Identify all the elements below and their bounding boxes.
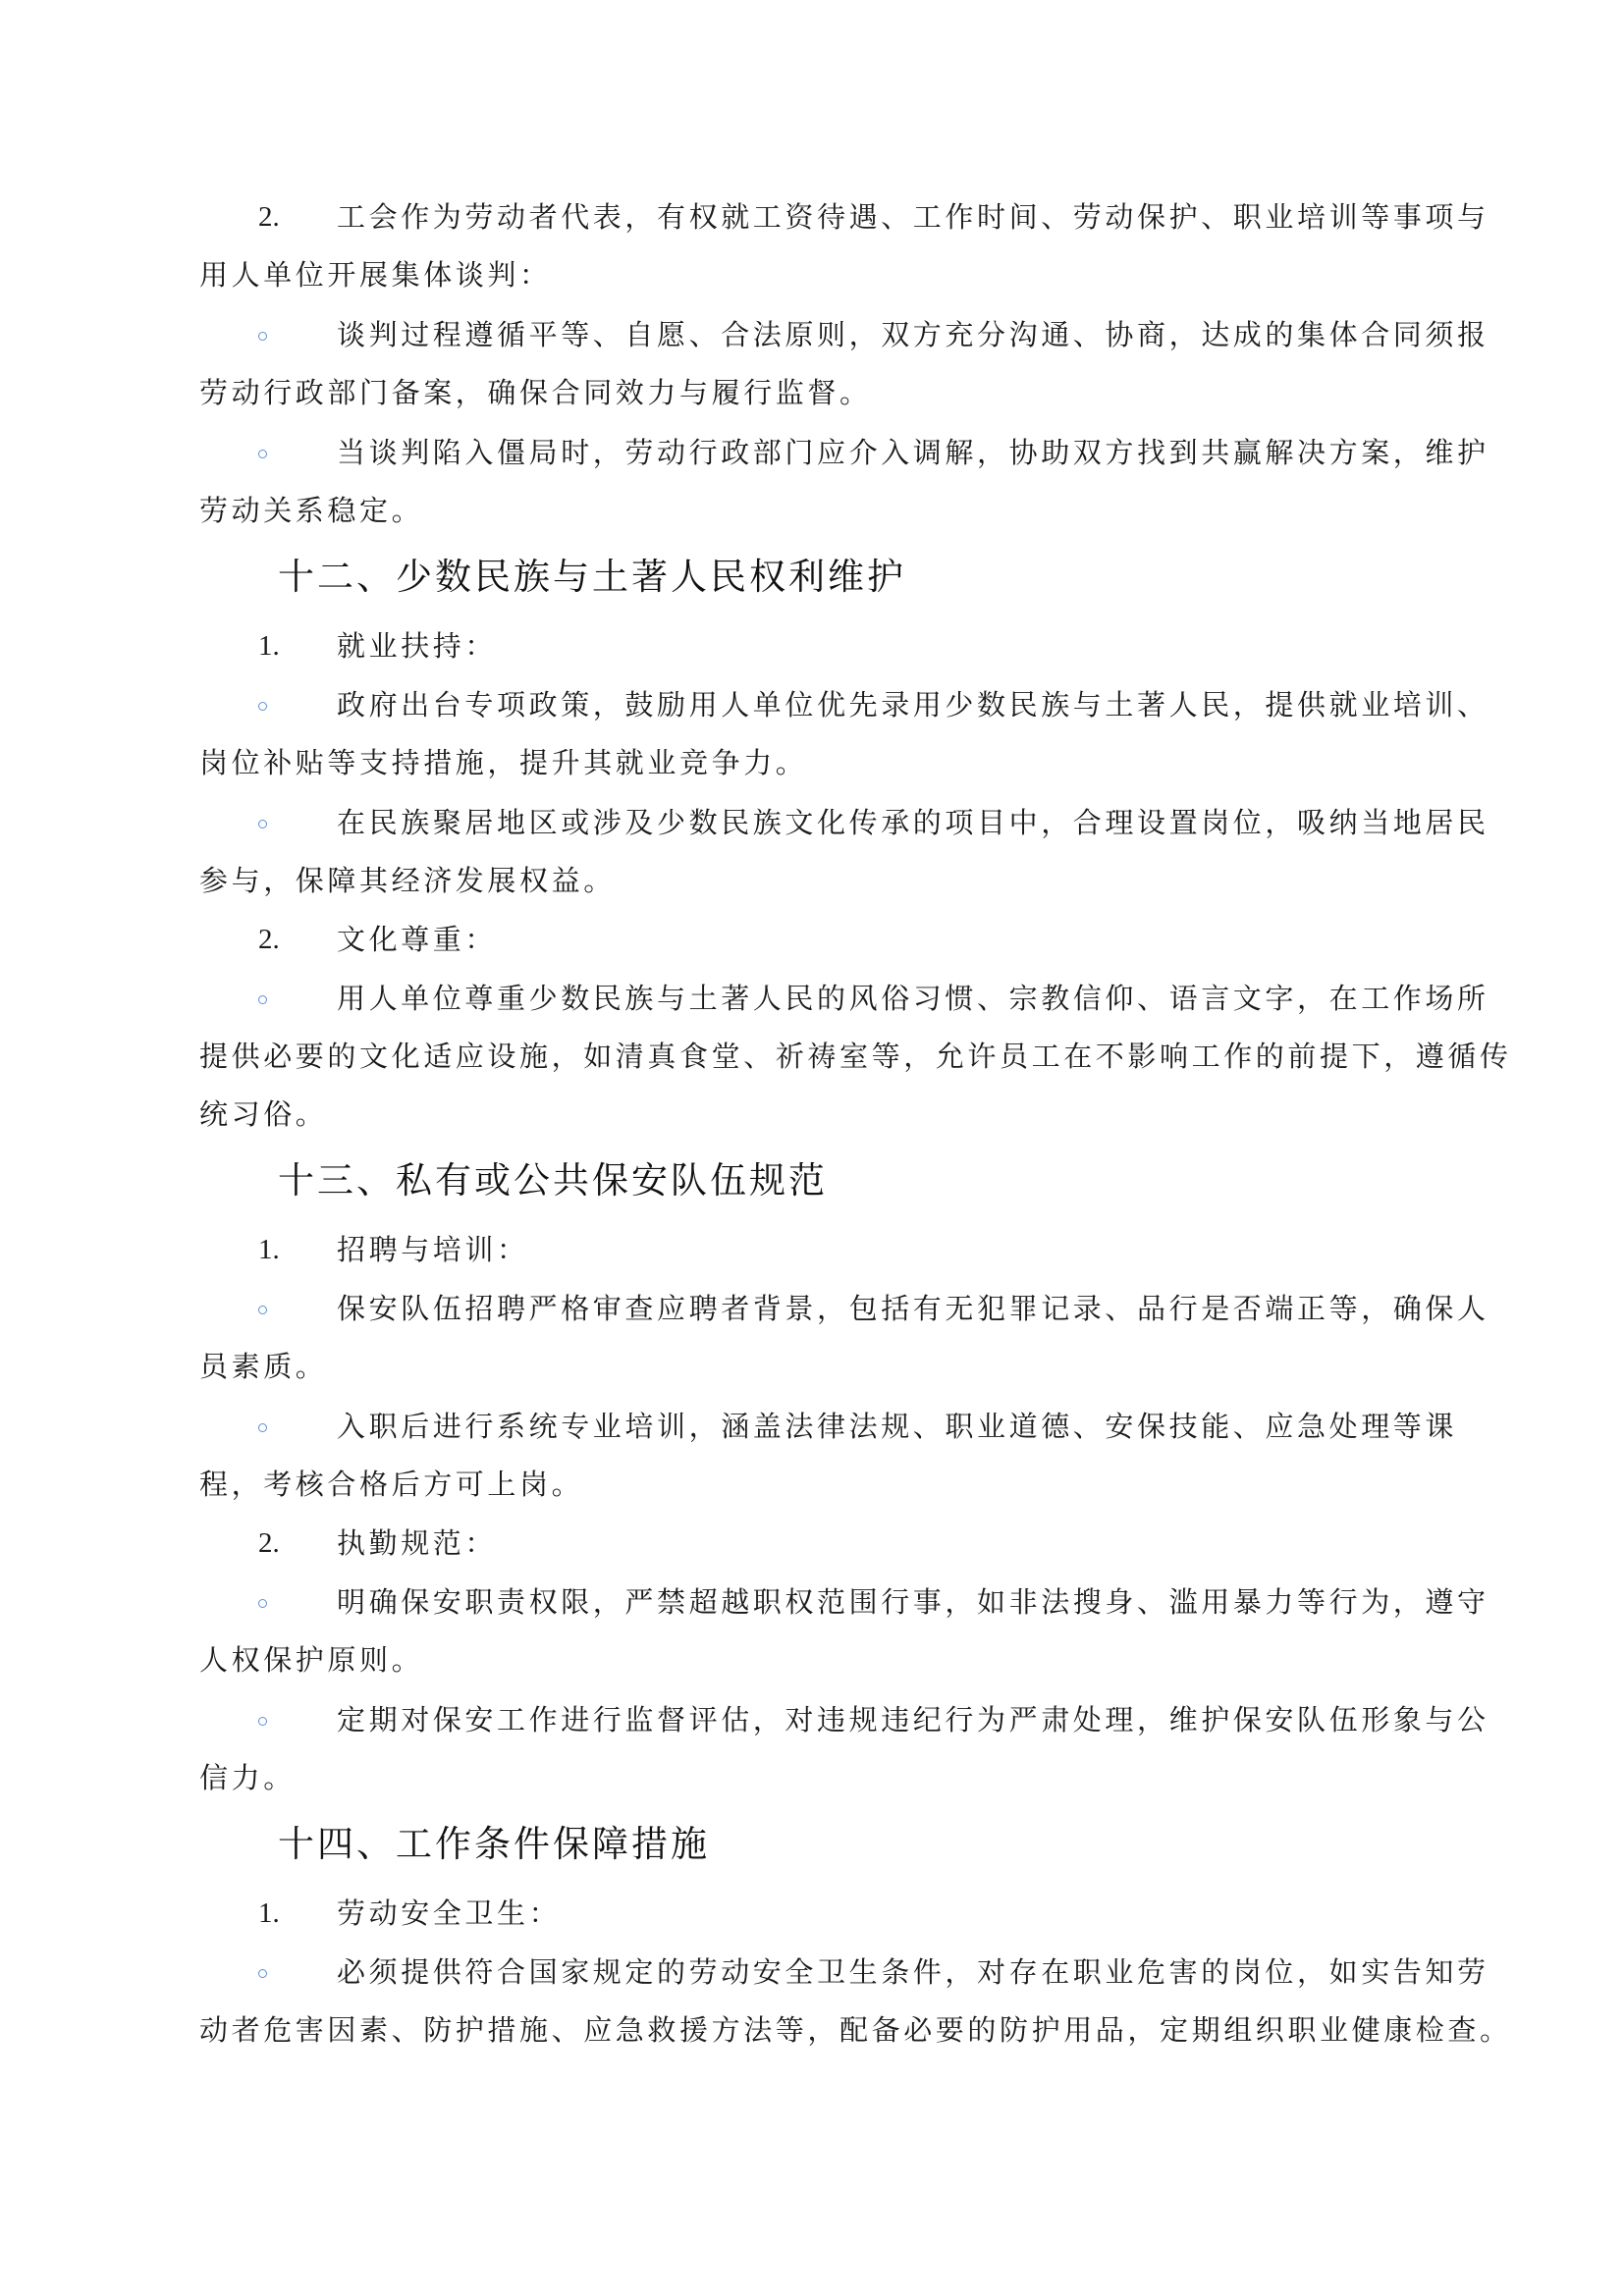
section-heading: 十四、工作条件保障措施	[278, 1823, 710, 1865]
paragraph-line: 动者危害因素、防护措施、应急救援方法等，配备必要的防护用品，定期组织职业健康检查。	[199, 2013, 1512, 2047]
paragraph-line: 劳动行政部门备案，确保合同效力与履行监督。	[199, 376, 872, 409]
paragraph-line: 信力。	[199, 1761, 296, 1794]
paragraph-line: 参与，保障其经济发展权益。	[199, 864, 616, 897]
paragraph-line: 入职后进行系统专业培训，涵盖法律法规、职业道德、安保技能、应急处理等课	[337, 1410, 1458, 1443]
bullet-icon	[258, 820, 267, 828]
bullet-icon	[258, 1306, 267, 1314]
paragraph-line: 劳动关系稳定。	[199, 494, 424, 527]
paragraph-line: 定期对保安工作进行监督评估，对违规违纪行为严肃处理，维护保安队伍形象与公	[337, 1703, 1489, 1736]
paragraph-line: 政府出台专项政策，鼓励用人单位优先录用少数民族与土著人民，提供就业培训、	[337, 688, 1489, 721]
bullet-icon	[258, 995, 267, 1004]
paragraph-line: 在民族聚居地区或涉及少数民族文化传承的项目中，合理设置岗位，吸纳当地居民	[337, 806, 1489, 839]
paragraph-line: 执勤规范：	[337, 1526, 498, 1560]
bullet-icon	[258, 702, 267, 711]
list-number: 2.	[258, 924, 280, 955]
bullet-icon	[258, 1969, 267, 1978]
bullet-icon	[258, 1423, 267, 1432]
paragraph-line: 必须提供符合国家规定的劳动安全卫生条件，对存在职业危害的岗位，如实告知劳	[337, 1955, 1489, 1989]
paragraph-line: 谈判过程遵循平等、自愿、合法原则，双方充分沟通、协商，达成的集体合同须报	[337, 318, 1489, 351]
paragraph-line: 统习俗。	[199, 1097, 328, 1131]
section-heading: 十三、私有或公共保安队伍规范	[278, 1159, 828, 1201]
paragraph-line: 招聘与培训：	[337, 1233, 529, 1266]
paragraph-line: 员素质。	[199, 1350, 328, 1383]
paragraph-line: 当谈判陷入僵局时，劳动行政部门应介入调解，协助双方找到共赢解决方案，维护	[337, 436, 1489, 469]
list-number: 1.	[258, 1897, 280, 1929]
paragraph-line: 工会作为劳动者代表，有权就工资待遇、工作时间、劳动保护、职业培训等事项与	[337, 200, 1489, 234]
paragraph-line: 文化尊重：	[337, 923, 498, 956]
list-number: 1.	[258, 630, 280, 662]
paragraph-line: 人权保护原则。	[199, 1643, 424, 1677]
bullet-icon	[258, 450, 267, 458]
paragraph-line: 程，考核合格后方可上岗。	[199, 1468, 584, 1501]
paragraph-line: 明确保安职责权限，严禁超越职权范围行事，如非法搜身、滥用暴力等行为，遵守	[337, 1585, 1489, 1619]
list-number: 2.	[258, 201, 280, 233]
paragraph-line: 用人单位尊重少数民族与土著人民的风俗习惯、宗教信仰、语言文字，在工作场所	[337, 982, 1489, 1015]
paragraph-line: 用人单位开展集体谈判：	[199, 258, 552, 292]
list-number: 2.	[258, 1527, 280, 1559]
list-number: 1.	[258, 1234, 280, 1265]
bullet-icon	[258, 1599, 267, 1608]
paragraph-line: 劳动安全卫生：	[337, 1896, 562, 1930]
paragraph-line: 就业扶持：	[337, 629, 498, 663]
paragraph-line: 提供必要的文化适应设施，如清真食堂、祈祷室等，允许员工在不影响工作的前提下，遵循传	[199, 1040, 1512, 1073]
bullet-icon	[258, 1717, 267, 1726]
bullet-icon	[258, 332, 267, 341]
section-heading: 十二、少数民族与土著人民权利维护	[278, 556, 906, 598]
paragraph-line: 保安队伍招聘严格审查应聘者背景，包括有无犯罪记录、品行是否端正等，确保人	[337, 1292, 1489, 1325]
paragraph-line: 岗位补贴等支持措施，提升其就业竞争力。	[199, 746, 808, 779]
